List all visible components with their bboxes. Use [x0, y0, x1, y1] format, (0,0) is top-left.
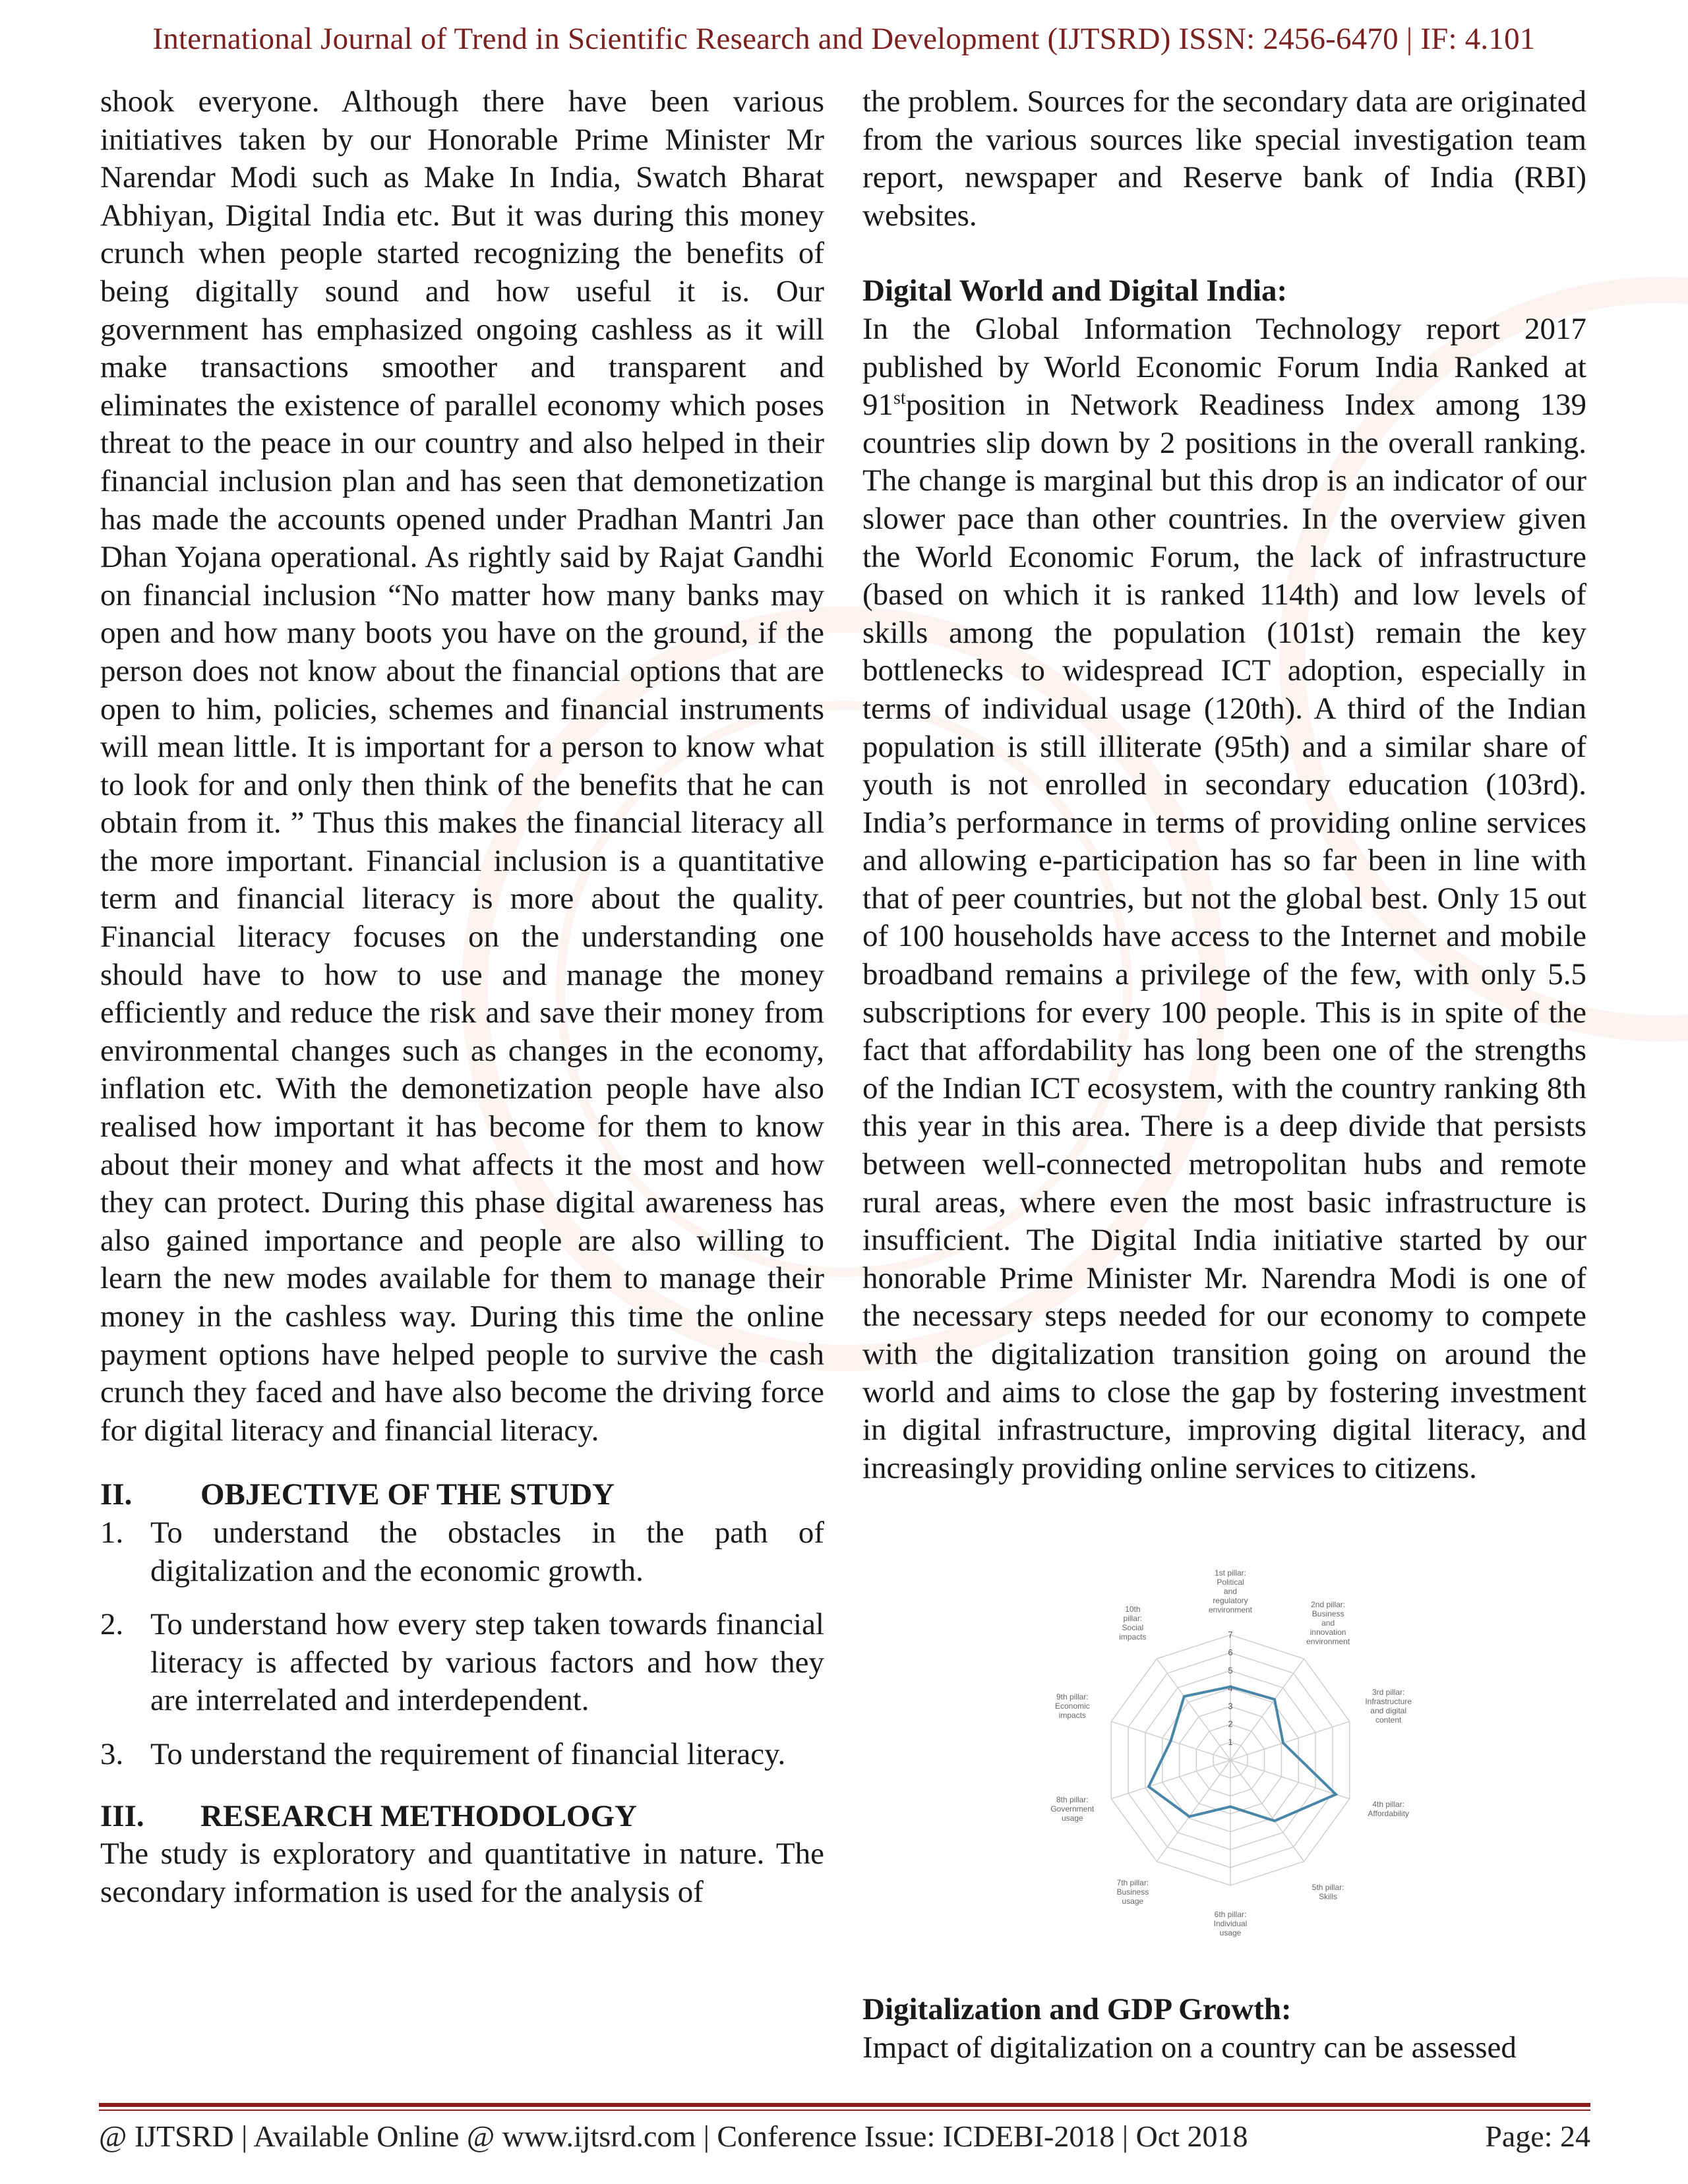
tick-label: 3 — [1228, 1701, 1233, 1711]
axis-label: 1st pillar: Political and regulatory environment — [1208, 1568, 1253, 1614]
section-heading-objective — [100, 1476, 824, 1514]
section-number: II. — [100, 1477, 133, 1512]
radar-chart — [967, 1568, 1494, 1951]
paragraph-text: In the Global Information Technology report 2017 published by World Economic Forum India Ranked at 91 — [862, 311, 1586, 423]
list-text: To understand how every step taken towards financial literacy is affected by various factors and how they are interrelated and interdependent. — [150, 1607, 824, 1718]
ordinal-superscript: st — [893, 388, 906, 409]
tick-label: 4 — [1228, 1683, 1233, 1694]
radar-chart-svg — [967, 1568, 1494, 1951]
list-text: To understand the obstacles in the path of digitalization and the economic growth. — [150, 1515, 824, 1588]
footer-left: @ IJTSRD | Available Online @ www.ijtsrd.com | Conference Issue: ICDEBI-2018 | Oct 2018 — [99, 2119, 1248, 2153]
tick-label: 5 — [1228, 1665, 1233, 1676]
tick-label: 2 — [1228, 1719, 1233, 1729]
footer-rule-thin — [99, 2110, 1590, 2111]
axis-label: 3rd pillar: Infrastructure and digital content — [1365, 1688, 1412, 1725]
digital-india-heading: Digital World and Digital India: — [862, 274, 1288, 309]
axis-label: 7th pillar: Business usage — [1116, 1877, 1149, 1906]
methodology-paragraph: The study is exploratory and quantitative in nature. The secondary information is used for the analysis of — [100, 1837, 824, 1909]
gdp-paragraph: Impact of digitalization on a country can be assessed — [862, 2030, 1517, 2065]
axis-label: 2nd pillar: Business and innovation environment — [1306, 1600, 1350, 1647]
page-number: Page: 24 — [1485, 2119, 1590, 2153]
paragraph-text: position in Network Readiness Index among 139 countries slip down by 2 positions in the overall ranking. The change is marginal but this drop is an indicator of our slower pace than other countries. In the overview given the World Economic Forum, the lack of infrastructure (based on which it is ranked 114th) and low levels of skills among the population (101st) remain the key bottlenecks to widespread ICT adoption, especially in terms of individual usage (120th). A third of the Indian population is still illiterate (95th) and a similar share of youth is not enrolled in secondary education (103rd). India’s performance in terms of providing online services and allowing e-participation has so far been in line with that of peer countries, but not the global best. Only 15 out of 100 households have access to the Internet and mobile broadband remains a privilege of the few, with only 5.5 subscriptions for every 100 people. This is in spite of the fact that affordability has long been one of the strengths of the Indian ICT ecosystem, with the country ranking 8th this year in this area. There is a deep divide that persists between well-connected metropolitan hubs and remote rural areas, where even the most basic infrastructure is insufficient. The Digital India initiative started by our honorable Prime Minister Mr. Narendra Modi is one of the necessary steps needed for our economy to compete with the digitalization transition going on around the world and aims to close the gap by fostering investment in digital infrastructure, improving digital literacy, and increasingly providing online services to citizens. — [862, 388, 1586, 1485]
left-column — [100, 83, 824, 1911]
list-number: 1. — [100, 1515, 124, 1550]
tick-label: 1 — [1228, 1736, 1233, 1747]
right-column — [862, 83, 1586, 1487]
axis-label: 10th pillar: Social impacts — [1119, 1605, 1147, 1642]
list-number: 3. — [100, 1736, 124, 1771]
list-item — [100, 1514, 824, 1590]
axis-label: 6th pillar: Individual usage — [1213, 1910, 1248, 1937]
footer-rule — [99, 2103, 1590, 2107]
objectives-list — [100, 1514, 824, 1774]
gdp-heading: Digitalization and GDP Growth: — [862, 1992, 1292, 2026]
axis-label: 4th pillar: Affordability — [1368, 1799, 1409, 1818]
digital-india-paragraph — [862, 310, 1586, 1487]
section-title: OBJECTIVE OF THE STUDY — [200, 1477, 615, 1512]
gdp-section — [862, 1991, 1586, 2067]
axis-spoke — [1111, 1760, 1230, 1799]
series-line — [1149, 1687, 1336, 1821]
methodology-continued: the problem. Sources for the secondary data are originated from the various sources like special investigation team report, newspaper and Reserve bank of India (RBI) websites. — [862, 84, 1586, 233]
axis-spoke — [1230, 1760, 1350, 1799]
axis-label: 5th pillar: Skills — [1311, 1882, 1344, 1901]
list-item — [100, 1606, 824, 1720]
list-number: 2. — [100, 1607, 124, 1642]
axis-spoke — [1230, 1721, 1350, 1760]
list-text: To understand the requirement of financial literacy. — [150, 1736, 786, 1771]
tick-label: 7 — [1228, 1630, 1233, 1639]
page-footer — [99, 2119, 1590, 2154]
tick-label: 6 — [1228, 1647, 1233, 1658]
axis-label: 9th pillar: Economic impacts — [1054, 1692, 1090, 1721]
running-header: International Journal of Trend in Scientific Research and Development (IJTSRD) ISSN: 2456-6470 | IF: 4.101 — [152, 22, 1536, 56]
section-heading-methodology — [100, 1798, 824, 1836]
list-item — [100, 1736, 824, 1774]
section-number: III. — [100, 1798, 144, 1833]
section-title: RESEARCH METHODOLOGY — [200, 1798, 637, 1833]
axis-label: 8th pillar: Government usage — [1050, 1794, 1095, 1823]
intro-paragraph: shook everyone. Although there have been various initiatives taken by our Honorable Prime Minister Mr Narendar Modi such as Make In India, Swatch Bharat Abhiyan, Digital India etc. But it was during this money crunch when people started recognizing the benefits of being digitally sound and how useful it is. Our government has emphasized ongoing cashless as it will make transactions smoother and transparent and eliminates the existence of parallel economy which poses threat to the peace in our country and also helped in their financial inclusion plan and has seen that demonetization has made the accounts opened under Pradhan Mantri Jan Dhan Yojana operational. As rightly said by Rajat Gandhi on financial inclusion “No matter how many banks may open and how many boots you have on the ground, if the person does not know about the financial options that are open to him, policies, schemes and financial instruments will mean little. It is important for a person to know what to look for and only then think of the benefits that he can obtain from it. ” Thus this makes the financial literacy all the more important. Financial inclusion is a quantitative term and financial literacy is more about the quality. Financial literacy focuses on the understanding one should have to how to use and manage the money efficiently and reduce the risk and save their money from environmental changes such as changes in the economy, inflation etc. With the demonetization people have also realised how important it has become for them to know about their money and what affects it the most and how they can protect. During this phase digital awareness has also gained importance and people are also willing to learn the new modes available for them to manage their money in the cashless way. During this time the online payment options have helped people to survive the cash crunch they faced and have also become the driving force for digital literacy and financial literacy. — [100, 84, 824, 1448]
